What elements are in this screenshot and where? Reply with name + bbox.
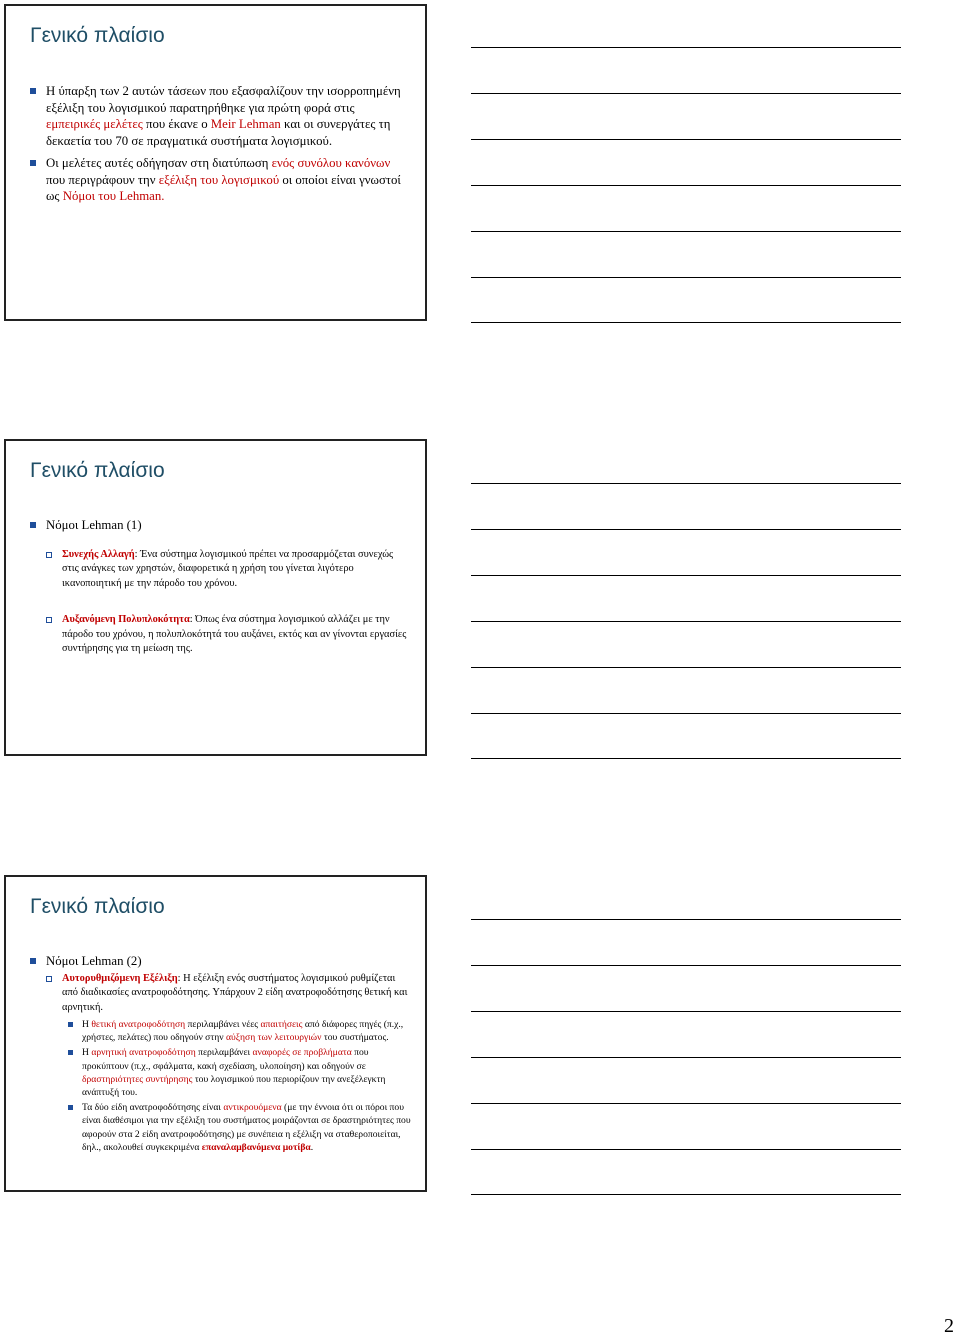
note-line — [471, 322, 901, 323]
bullet-text: και οι συνεργάτες τη δεκαετία του 70 σε πραγματικά συστήματα λογισμικού. — [46, 117, 391, 148]
slide-title: Γενικό πλαίσιο — [30, 895, 165, 918]
note-line — [471, 1149, 901, 1150]
slide-content — [28, 517, 411, 657]
note-line — [471, 93, 901, 94]
sub-sub-bullet-item — [28, 1101, 411, 1154]
note-line — [471, 277, 901, 278]
note-line — [471, 185, 901, 186]
law-term: Αυξανόμενη Πολυπλοκότητα — [62, 614, 190, 625]
highlight-text: δραστηριότητες συντήρησης — [82, 1073, 193, 1085]
sub-text: Η — [82, 1019, 92, 1030]
sub-text: (με την έννοια ότι οι πόροι που είναι διαθέσιμοι για την εξέλιξη του συστήματος μοιράζονται σε δραστηριότητες που αφορούν στα 2 είδη ανατροφοδότησης) με συνέπεια η εξέλιξη να σταθεροποιείται, δηλ., ακολουθεί συγκεκριμένα — [82, 1102, 411, 1153]
law-text: : Ένα σύστημα λογισμικού πρέπει να προσαρμόζεται συνεχώς στις ανάγκες των χρηστών, διαφορετικά η χρήση του γίνεται λιγότερο ικανοποιητική με την πάροδο του χρόνου. — [62, 548, 394, 589]
highlight-text: Meir Lehman — [210, 117, 281, 131]
slide-content — [28, 953, 411, 1154]
note-line — [471, 919, 901, 920]
note-line — [471, 1011, 901, 1012]
sub-text: που προκύπτουν (π.χ., σφάλματα, κακή σχεδίαση, υλοποίηση) και οδηγούν σε — [82, 1047, 369, 1072]
highlight-text: εξέλιξη του λογισμικού — [158, 172, 280, 187]
highlight-text: αύξηση των λειτουργιών — [225, 1032, 322, 1044]
sub-text: από διάφορες πηγές (π.χ., χρήστες, πελάτες) που οδηγούν στην — [82, 1019, 404, 1044]
sub-text: περιλαμβάνει νέες — [185, 1019, 261, 1030]
note-line — [471, 758, 901, 759]
bullet-text: που περιγράφουν την — [46, 172, 159, 187]
page-number: 2 — [944, 1315, 954, 1337]
highlight-text: επαναλαμβανόμενα μοτίβα — [201, 1141, 311, 1153]
bullet-text: οι οποίοι είναι γνωστοί ως — [46, 172, 401, 203]
sub-text: του λογισμικού που περιορίζουν την ανεξέλεγκτη ανάπτυξή του. — [82, 1073, 386, 1099]
highlight-text: απαιτήσεις — [260, 1019, 303, 1030]
slide-title: Γενικό πλαίσιο — [30, 24, 165, 47]
sub-text: Τα δύο είδη ανατροφοδότησης είναι — [82, 1102, 224, 1114]
law-text: : Όπως ένα σύστημα λογισμικού αλλάζει με την πάροδο του χρόνου, η πολυπλοκότητά του αυξάνει, εκτός και αν γίνονται εργασίες συντήρησης για τη μείωση της. — [62, 614, 407, 654]
note-line — [471, 47, 901, 48]
bullet-text: Οι μελέτες αυτές οδήγησαν στη διατύπωση — [46, 156, 272, 170]
note-line — [471, 713, 901, 714]
note-line — [471, 1103, 901, 1104]
highlight-text: Νόμοι του Lehman. — [62, 189, 165, 203]
sub-bullet-item — [28, 548, 411, 592]
slide-2 — [4, 439, 427, 756]
note-line — [471, 667, 901, 668]
highlight-text: εμπειρικές μελέτες — [46, 117, 143, 131]
note-line — [471, 483, 901, 484]
bullet-text: που έκανε ο — [142, 117, 211, 131]
sub-bullet-item — [28, 972, 411, 1016]
note-line — [471, 575, 901, 576]
sub-sub-bullet-item — [28, 1046, 411, 1099]
law-text: : Η εξέλιξη ενός συστήματος λογισμικού ρυθμίζεται από διαδικασίες ανατροφοδότησης. Υπάρχουν 2 είδη ανατροφοδότησης θετική και αρνητική. — [62, 972, 408, 1013]
sub-bullet-item — [28, 613, 411, 657]
note-line — [471, 965, 901, 966]
law-term: Συνεχής Αλλαγή — [62, 548, 135, 560]
note-line — [471, 621, 901, 622]
sub-text: του συστήματος. — [321, 1032, 389, 1044]
highlight-text: αντικρουόμενα — [223, 1102, 282, 1114]
slide-title: Γενικό πλαίσιο — [30, 459, 165, 482]
sub-text: Η — [82, 1047, 92, 1059]
note-line — [471, 1057, 901, 1058]
bullet-text: Η ύπαρξη των 2 αυτών τάσεων που εξασφαλίζουν την ισορροπημένη εξέλιξη του λογισμικού παρατηρήθηκε για πρώτη φορά στις — [46, 84, 401, 115]
bullet-item — [28, 155, 411, 205]
bullet-heading: Νόμοι Lehman (1) — [28, 517, 411, 534]
law-term: Αυτορυθμιζόμενη Εξέλιξη — [62, 972, 178, 984]
slide-3 — [4, 875, 427, 1192]
highlight-text: θετική ανατροφοδότηση — [91, 1019, 186, 1030]
bullet-item — [28, 83, 411, 149]
note-line — [471, 529, 901, 530]
note-line — [471, 231, 901, 232]
slide-1 — [4, 4, 427, 321]
sub-text: περιλαμβάνει — [195, 1047, 253, 1059]
sub-sub-bullet-item — [28, 1018, 411, 1044]
note-line — [471, 1194, 901, 1195]
highlight-text: αναφορές σε προβλήματα — [252, 1047, 352, 1059]
note-line — [471, 139, 901, 140]
sub-text: . — [310, 1141, 314, 1153]
highlight-text: ενός συνόλου κανόνων — [271, 156, 391, 170]
slide-content — [28, 83, 411, 205]
bullet-heading: Νόμοι Lehman (2) — [28, 953, 411, 970]
highlight-text: αρνητική ανατροφοδότηση — [91, 1047, 196, 1059]
